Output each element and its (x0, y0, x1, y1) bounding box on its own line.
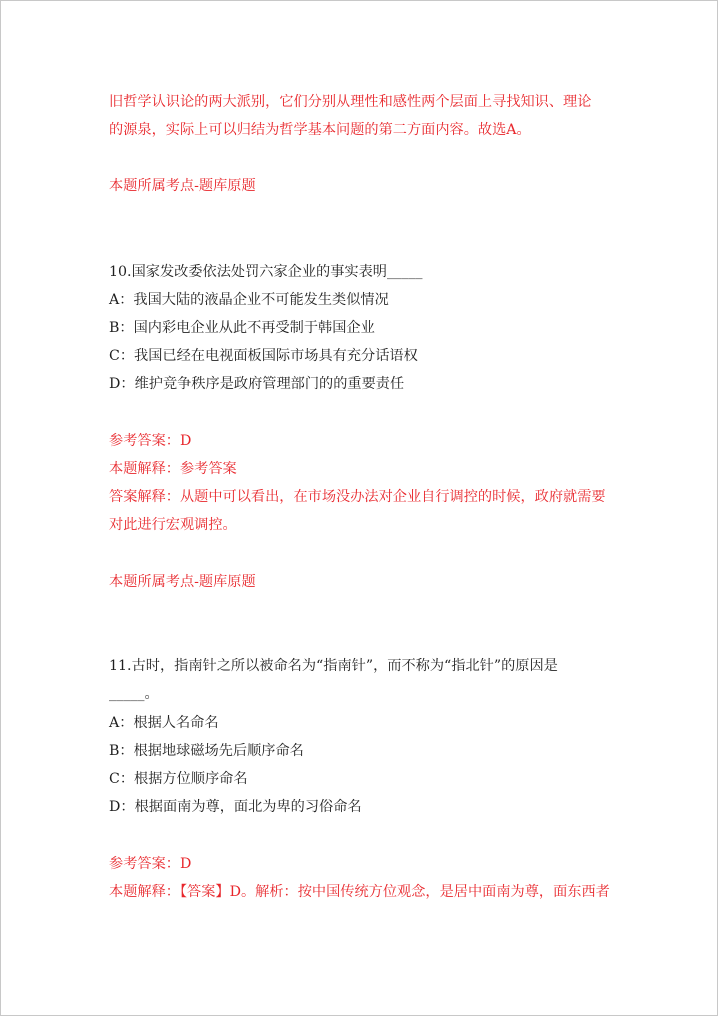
q11-option-c: C：根据方位顺序命名 (109, 771, 248, 787)
q10-source: 本题所属考点-题库原题 (109, 574, 256, 590)
q10-option-a: A：我国大陆的液晶企业不可能发生类似情况 (109, 292, 389, 308)
q10-option-b: B：国内彩电企业从此不再受制于韩国企业 (109, 320, 375, 336)
q11-option-b: B：根据地球磁场先后顺序命名 (109, 743, 304, 759)
q10-option-d: D：维护竞争秩序是政府管理部门的的重要责任 (109, 376, 405, 392)
q10-analysis-line-1: 答案解释：从题中可以看出，在市场没办法对企业自行调控的时候，政府就需要 (109, 489, 606, 505)
q10-option-c: C：我国已经在电视面板国际市场具有充分话语权 (109, 348, 418, 364)
q11-explain: 本题解释：【答案】D。解析：按中国传统方位观念，是居中面南为尊，面东西者 (109, 884, 610, 900)
q11-option-a: A：根据人名命名 (109, 715, 219, 731)
q10-answer: 参考答案：D (109, 433, 192, 449)
q11-stem-line-2: _____。 (109, 686, 159, 702)
q11-stem-line-1: 11.古时，指南针之所以被命名为“指南针”，而不称为“指北针”的原因是 (109, 658, 558, 674)
intro-line-2: 的源泉，实际上可以归结为哲学基本问题的第二方面内容。故选A。 (109, 122, 531, 138)
intro-line-1: 旧哲学认识论的两大派别，它们分别从理性和感性两个层面上寻找知识、理论 (109, 94, 592, 110)
q11-answer: 参考答案：D (109, 856, 192, 872)
q10-explain-label: 本题解释：参考答案 (109, 461, 237, 477)
intro-source: 本题所属考点-题库原题 (109, 178, 256, 194)
q10-stem: 10.国家发改委依法处罚六家企业的事实表明_____ (109, 264, 423, 280)
q10-analysis-line-2: 对此进行宏观调控。 (109, 517, 237, 533)
q11-option-d: D：根据面南为尊，面北为卑的习俗命名 (109, 799, 362, 815)
